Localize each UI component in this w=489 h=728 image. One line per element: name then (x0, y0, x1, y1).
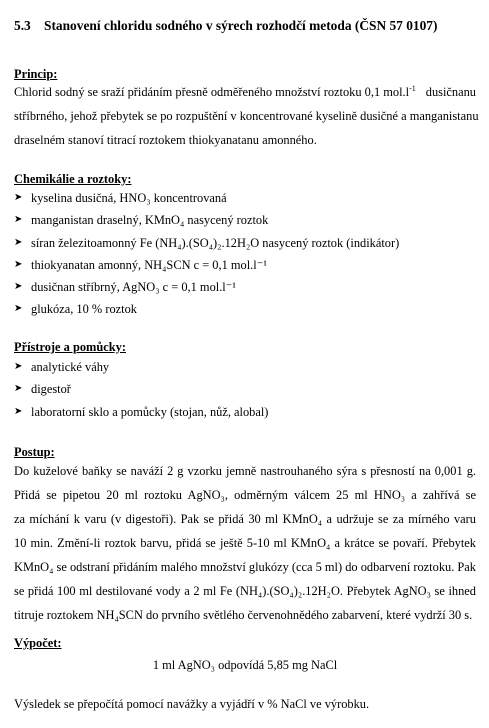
list-item: ➤ thiokyanatan amonný, NH₄SCN c = 0,1 mol.l⁻¹ (14, 257, 267, 272)
postup-line: se přidá 100 ml destilované vody a 2 ml Fe (NH₄).(SO₄)₂.12H₂O. Přebytek AgNO₃ se ihned (14, 584, 476, 598)
list-item: ➤ síran železitoamonný Fe (NH₄).(SO₄)₂.12H₂O nasycený roztok (indikátor) (14, 235, 400, 250)
postup-line: KMnO₄ se odstraní přidáním malého množství glukózy (cca 5 ml) do odbarvení roztoku. Pak (14, 560, 476, 574)
list-item: ➤ analytické váhy (14, 360, 110, 374)
postup-heading: Postup: (14, 445, 55, 459)
arrow-bullet-icon: ➤ (14, 383, 23, 395)
arrow-bullet-icon: ➤ (14, 258, 23, 270)
arrow-bullet-icon: ➤ (14, 361, 23, 372)
arrow-bullet-icon: ➤ (14, 303, 23, 315)
list-item: ➤ laboratorní sklo a pomůcky (stojan, nůž, alobal) (14, 404, 269, 419)
list-item: ➤ kyselina dusičná, HNO₃ koncentrovaná (14, 191, 227, 205)
vypocet-result: Výsledek se přepočítá pomocí navážky a vyjádří v % NaCl ve výrobku. (14, 697, 370, 711)
princip-line-1: Chlorid sodný se sraží přidáním přesně odměřeného množství roztoku 0,1 $mol.l^{-1}$ dusičnanu (14, 83, 476, 99)
postup-paragraph (14, 462, 476, 630)
chemikalie-heading: Chemikálie a roztoky: (14, 172, 132, 186)
section-title-text: Stanovení chloridu sodného v sýrech rozhodčí metoda (ČSN 57 0107) (44, 18, 438, 33)
arrow-bullet-icon: ➤ (14, 405, 23, 417)
vypocet-heading: Výpočet: (14, 636, 62, 650)
list-item: ➤ manganistan draselný, KMnO₄ nasycený roztok (14, 213, 269, 228)
arrow-bullet-icon: ➤ (14, 214, 23, 226)
list-item: ➤ digestoř (14, 382, 71, 397)
arrow-bullet-icon: ➤ (14, 192, 23, 203)
postup-line: 10 min. Změní-li roztok barvu, přidá se ještě 5-10 ml KMnO₄ a krátce se povaří. Přebytek (14, 536, 476, 550)
princip-heading: Princip: (14, 67, 58, 81)
list-item: ➤ glukóza, 10 % roztok (14, 302, 137, 317)
section-title (14, 17, 437, 35)
arrow-bullet-icon: ➤ (14, 281, 23, 293)
postup-line: za míchání k varu (v digestoři). Pak se přidá 30 ml KMnO₄ a udržuje se za mírného varu (14, 512, 476, 526)
section-number: 5.3 (14, 18, 31, 33)
chemikalie-list (14, 189, 476, 323)
list-item: ➤ dusičnan stříbrný, AgNO₃ c = 0,1 mol.l⁻¹ (14, 280, 236, 295)
princip-paragraph (14, 83, 479, 149)
postup-line: titruje roztokem NH₄SCN do prvního světlého červenohnědého zabarvení, které vydrží 30 s. (14, 608, 473, 622)
arrow-bullet-icon: ➤ (14, 236, 23, 248)
postup-line: Přidá se pipetou 20 ml roztoku AgNO₃, odměrným válcem 25 ml HNO₃ a zahřívá se (14, 488, 476, 502)
postup-line: Do kuželové baňky se naváží 2 g vzorku jemně nastrouhaného sýra s přesností na 0,001 g. (14, 464, 476, 478)
vypocet-formula: 1 ml AgNO₃ odpovídá 5,85 mg NaCl (152, 658, 338, 672)
princip-line-3: draselném stanoví titrací roztokem thiokyanatanu amonného. (14, 133, 317, 147)
pristroje-list (14, 358, 476, 425)
pristroje-heading: Přístroje a pomůcky: (14, 340, 126, 354)
princip-line-2: stříbrného, jehož přebytek se po rozpuštění v koncentrované kyselině dusičné a manganistanu (14, 109, 479, 123)
